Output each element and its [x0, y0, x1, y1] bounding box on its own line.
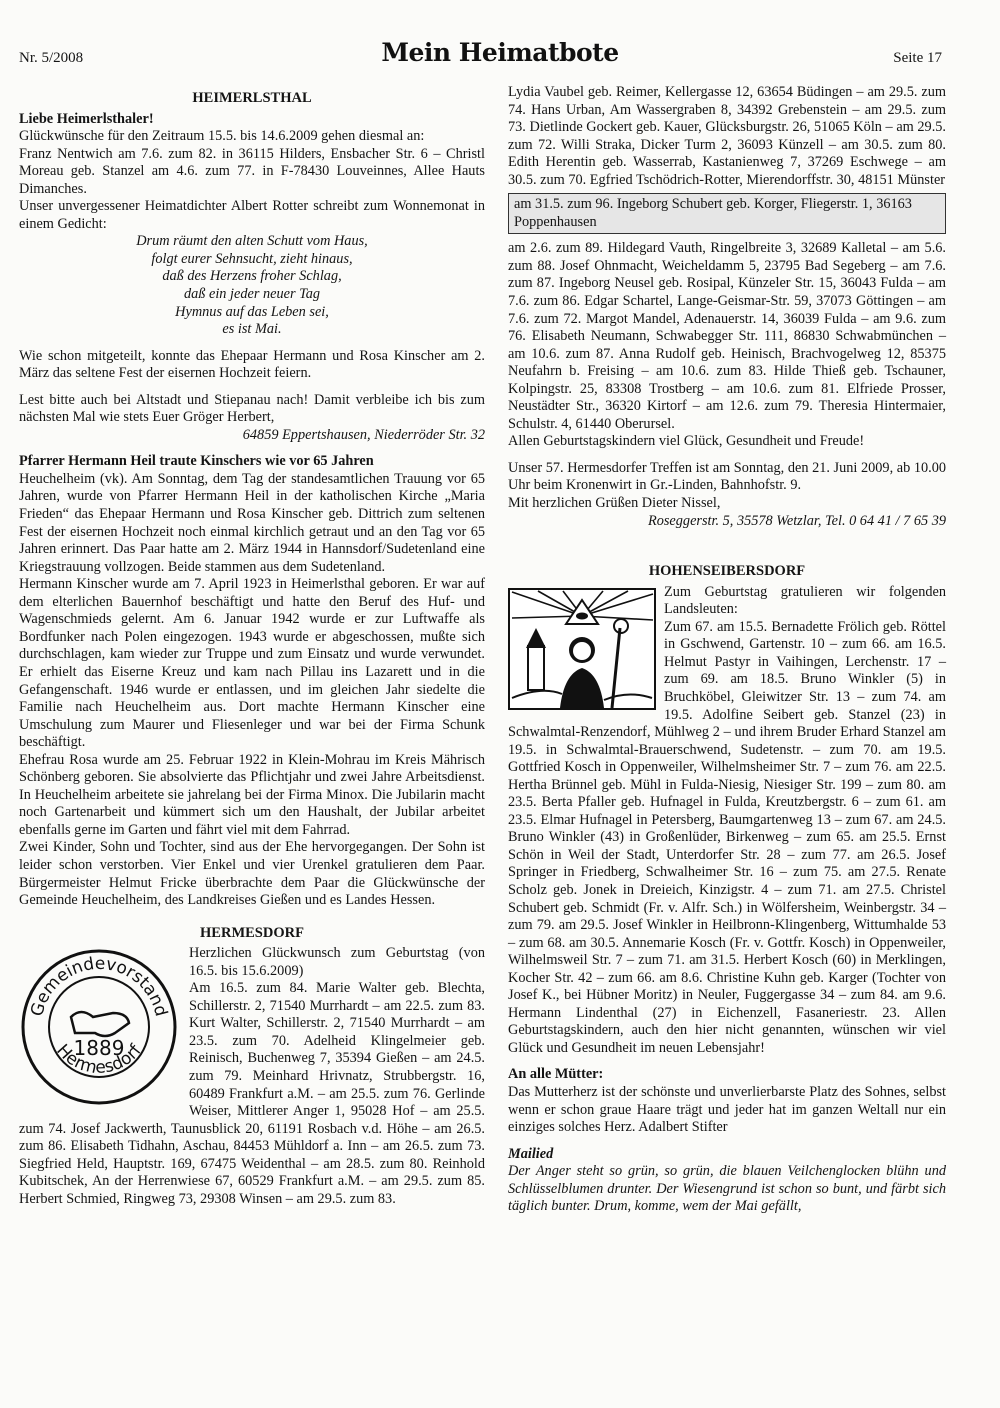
poem-title: Mailied [508, 1145, 554, 1162]
paragraph: Franz Nentwich am 7.6. zum 82. in 36115 Hilders, Ensbacher Str. 6 – Christl Moreau geb. Stanzel am 4.6. zum 77. in F-78430 Louveinnes, Allee Hauts Dimanches. [19, 145, 485, 197]
subheading: An alle Mütter: [508, 1066, 604, 1083]
poem-text: Der Anger steht so grün, so grün, die blauen Veilchenglocken blühn und Schlüsselblumen drunter. Der Wiesengrund ist schon so bunt, und färbt sich täglich bunter. Drum, komme, wem der Mai gefällt, [508, 1163, 946, 1215]
section-heading: HERMESDORF [200, 924, 304, 941]
paragraph: Lydia Vaubel geb. Reimer, Kellergasse 12, 63654 Büdingen – am 29.5. zum 74. Hans Urban, Am Wassergraben 8, 34392 Grebenstein – am 29.5. zum 73. Dietlinde Gockert geb. Kauer, Glücksburgstr. 26, 51065 Köln – am 29.5. zum 72. Willi Straka, Dicker Turm 2, 36093 Künzell – am 30.5. zum 80. Edith Herentin geb. Wasserrab, Kastanienweg 7, 37269 Eschwege – am 30.5. zum 70. Egfried Tschödrich-Rotter, Mierendorffstr. 30, 48151 Münster [508, 84, 946, 188]
svg-text:Gemeindevorstand [27, 954, 171, 1019]
section-heading: HOHENSEIBERSDORF [648, 563, 806, 580]
section-heading: HEIMERLSTHAL [192, 90, 312, 106]
paragraph: Allen Geburtstagskindern viel Glück, Gesundheit und Freude! [508, 433, 865, 450]
spacer [19, 339, 485, 348]
highlighted-entry: am 31.5. zum 96. Ingeborg Schubert geb. Korger, Fliegerstr. 1, 36163 Poppenhausen [508, 193, 946, 234]
paragraph: Lest bitte auch bei Altstadt und Stiepanau nach! Damit verbleibe ich bis zum nächsten Mal wie stets Euer Gröger Herbert, [19, 391, 485, 426]
spacer [508, 1137, 946, 1146]
spacer [508, 530, 946, 539]
poem-line: Hymnus auf das Leben sei, [175, 303, 329, 320]
issue-number: Nr. 5/2008 [19, 50, 84, 66]
spacer [508, 1057, 946, 1066]
poem-line: Drum räumt den alten Schutt vom Haus, [136, 233, 368, 250]
paragraph: Wie schon mitgeteilt, konnte das Ehepaar Hermann und Rosa Kinscher am 2. März das seltene Fest der eisernen Hochzeit feiern. [19, 347, 485, 382]
spacer [19, 444, 485, 453]
spacer [19, 910, 485, 919]
right-column [508, 84, 946, 1216]
spacer [508, 451, 946, 460]
paragraph: Mit herzlichen Grüßen Dieter Nissel, [508, 495, 721, 512]
left-column [19, 84, 485, 1208]
paragraph: Das Mutterherz ist der schönste und unverlierbarste Platz des Sohnes, selbst wenn er schon graue Haare trägt und jeder hat im ganzen Weltall nur ein einziges solches Herz. Adalbert Stifter [508, 1083, 946, 1136]
paragraph: Unser 57. Hermesdorfer Treffen ist am Sonntag, den 21. Juni 2009, ab 10.00 Uhr beim Kronenwirt in Gr.-Linden, Bahnhofstr. 9. [508, 459, 946, 494]
logo-bottom-text: Hermesdorf [52, 1040, 146, 1079]
paragraph: Zum Geburtstag gratulieren wir folgenden Landsleuten: [664, 583, 946, 618]
paragraph: Herzlichen Glückwunsch zum Geburtstag (von 16.5. bis 15.6.2009) [189, 945, 485, 979]
paragraph: Glückwünsche für den Zeitraum 15.5. bis 14.6.2009 gehen diesmal an: [19, 128, 425, 145]
paragraph: Zum 67. am 15.5. Bernadette Frölich geb. Röttel in Gschwend, Gartenstr. 10 – zum 66. am 16.5. Helmut Pastyr in Vaihingen, Lerchenstr. 17 – zum 69. am 18.5. Bruno Winkler (5) in Bruchköbel, Gleiwitzer Str. 13 – zum 74. am 19.5. Adolfine Seibert geb. Stanzel (23) in Schwalmtal-Renzendorf, Mühlweg 2 – und ihrem Bruder Erhard Stanzel am 19.5. in Schwalmtal-Brauerschwend, Sudetenstr. – zum 70. am 19.5. Gottfried Kosch in Oppenweiler, Wilhelmsheimer Str. 7 – zum 76. am 22.5. Hertha Brünnel geb. Mühl in Fulda-Niesig, Niesiger Str. 199 – zum 80. am 23.5. Berta Pfaller geb. Hufnagel in Fulda, Kreutzbergstr. 6 – zum 61. am 23.5. Elmar Hufnagel in Petersberg, Baumgartenweg 13 – zum 67. am 24.5. Bruno Winkler (43) in Großenlüder, Birkenweg – zum 65. am 25.5. Ernst Schön in Weil der Stadt, Unterdorfer Str. 28 – zum 77. am 26.5. Josef Springer in Friedberg, Schwalheimer Str. 16 – zum 75. am 27.5. Renate Scholz geb. Jonek in Dreieich, Kinzigstr. 4 – zum 71. am 27.5. Christel Schubert geb. Schmidt (Fr. v. Alfr. Sch.) in Wölfersheim, Weinbergstr. 34 – zum 79. am 29.5. Josef Winkler in Heilbronn-Klingenberg, Wittumhalde 53 – zum 68. am 30.5. Annemarie Kosch (Fr. v. Gottfr. Kosch) in Oppenweiler, Wilhelmsweil Str. 7 – zum 71. am 31.5. Herbert Kosch (60) in Merklingen, Kocher Str. 42 – zum 66. am 8.6. Christine Kuhn geb. Karger (Tochter von Josef K., bei Hübner Moritz) in Neuler, Fuggergasse 34 – zum 84. am 9.6. Hermann Lindenthal (27) in Eichenzell, Fasaneriestr. 23. Allen Geburtstagskindern, auch den hier nicht genannten, wünschen wir viel Glück und Gesundheit im neuen Lebensjahr! [508, 618, 946, 1056]
page-number: Seite 17 [893, 50, 942, 66]
spacer [508, 548, 946, 557]
paragraph: am 2.6. zum 89. Hildegard Vauth, Ringelbreite 3, 32689 Kalletal – am 5.6. zum 88. Josef Ohnmacht, Weicheldamm 5, 23795 Bad Segeberg – am 7.6. zum 87. Ingeborg Neusel geb. Rosipal, Künzeler Str. 15, 36043 Fulda – am 7.6. zum 86. Edgar Schartel, Lange-Geismar-Str. 59, 37073 Göttingen – am 7.6. zum 72. Margot Mandel, Adenauerstr. 14, 36039 Fulda – am 9.6. zum 76. Elisabeth Neumann, Schwabegger Str. 111, 86830 Schwabmünchen – am 10.6. zum 87. Anna Rudolf geb. Heinisch, Brachvogelweg 12, 85375 Neufahrn b. Freising – am 10.6. zum 83. Hilde Thieß geb. Tschauner, Kolpingstr. 25, 83308 Trostberg – am 10.6. zum 81. Elfriede Prosser, Neustädter Str., 36320 Kirtorf – am 12.6. zum 79. Theresia Hintermaier, Schulstr. 4, 61440 Oberursel. [508, 240, 946, 432]
spacer [508, 539, 946, 548]
paragraph: Ehefrau Rosa wurde am 25. Februar 1922 in Klein-Mohrau im Kreis Mährisch Schönberg geboren. Sie absolvierte das Pflichtjahr und zwei Jahre Arbeitsdienst. In Heuchelheim arbeitete sie jahrelang bei der Firma Minox. Die Jubilarin macht noch Gartenarbeit und kümmert sich um den Haushalt, der Jubilar arbeitet ebenfalls gerne im Garten und fährt viel mit dem Fahrrad. [19, 751, 485, 838]
paragraph: Unser unvergessener Heimatdichter Albert Rotter schreibt zum Wonnemonat in einem Gedicht: [19, 198, 485, 232]
logo-top-text: Gemeindevorstand [27, 954, 171, 1019]
logo-year: 1889 [73, 1036, 125, 1061]
signature-line: 64859 Eppertshausen, Niederröder Str. 32 [242, 426, 485, 443]
subheading: Liebe Heimerlsthaler! [19, 110, 154, 127]
paragraph: Heuchelheim (vk). Am Sonntag, dem Tag der standesamtlichen Trauung vor 65 Jahren, wurde von Pfarrer Hermann Heil in der katholischen Kirche „Maria Frieden“ das Ehepaar Hermann und Rosa Kinscher geb. Dittrich zum seltenen Fest der eisernen Hochzeit noch einmal kirchlich getraut und an den Tag vor 65 Jahren erinnert. Das Paar hatte am 2. März 1944 in Hannsdorf/Sudetenland eine Kriegstrauung vollzogen. Beide stammen aus dem Sudetenland. [19, 470, 485, 575]
masthead-title: Mein Heimatbote [381, 38, 619, 67]
signature-line: Roseggerstr. 5, 35578 Wetzlar, Tel. 0 64 41 / 7 65 39 [647, 512, 946, 529]
paragraph: Am 16.5. zum 84. Marie Walter geb. Blechta, Schillerstr. 2, 71540 Murrhardt – am 22.5. zum 83. Kurt Walter, Schillerstr. 2, 71540 Murrhardt – am 23.5. zum 70. Adelheid Klingelmeier geb. Reinisch, Buchenweg 7, 35394 Gießen – am 24.5. zum 79. Meinhard Hrivnatz, Strubbergstr. 16, 60489 Frankfurt a.M. – am 25.5. zum 76. Gerlinde Weiser, Mittlerer Anger 1, 95028 Hof – am 25.5. zum 74. Josef Jackwerth, Taunusblick 20, 61191 Rosbach v.d. Höhe – am 26.5. zum 86. Elisabeth Tidhahn, Aschau, 84453 Mühldorf a. Inn – am 26.5. zum 73. Siegfried Held, Hauptstr. 169, 67475 Weidenthal – am 28.5. zum 80. Reinhold Kubitschek, An der Herrenwiese 67, 60529 Frankfurt a.M. – am 29.5. zum 85. Herbert Schmied, Ringweg 73, 29308 Winsen – am 29.5. zum 83. [19, 980, 485, 1207]
poem-line: daß ein jeder neuer Tag [183, 286, 321, 303]
paragraph: Zwei Kinder, Sohn und Tochter, sind aus der Ehe hervorgegangen. Der Sohn ist leider schon verstorben. Vier Enkel und vier Urenkel gratulieren dem Paar. Bürgermeister Helmut Fricke überbrachte dem Paar die Glückwünsche der Gemeinde Heuchelheim, des Landkreises Gießen und es Landes Hessen. [19, 839, 485, 909]
subheading: Pfarrer Hermann Heil traute Kinschers wie vor 65 Jahren [19, 453, 374, 470]
poem-line: folgt eurer Sehnsucht, zieht hinaus, [151, 250, 353, 267]
paragraph: Hermann Kinscher wurde am 7. April 1923 in Heimerlsthal geboren. Er war auf dem elterlichen Bauernhof beschäftigt und hatte den Beruf des Huf- und Wagenschmieds gelernt. Am 6. Januar 1942 wurde er zur Luftwaffe als Bordfunker nach Polen eingezogen. 1943 wurde er abgeschossen, mußte sich durchschlagen, kam wieder zur Truppe und zum Einsatz und wurde verwundet. Er erhielt das Eiserne Kreuz und kam nach Pillau ins Lazarett und in die Gefangenschaft. 1946 wurde er entlassen, und im gleichen Jahr siedelte die Familie nach Heuchelheim aus. Dort machte Hermann Kinscher eine Umschulung zum Maurer und Fliesenleger und war bei der Firma Schunk beschäftigt. [19, 576, 485, 751]
spacer [19, 383, 485, 392]
gemeindevorstand-seal [19, 947, 179, 1107]
poem-line: daß des Herzens froher Schlag, [162, 268, 342, 285]
woodcut-illustration [508, 588, 656, 710]
poem-line: es ist Mai. [222, 321, 282, 338]
